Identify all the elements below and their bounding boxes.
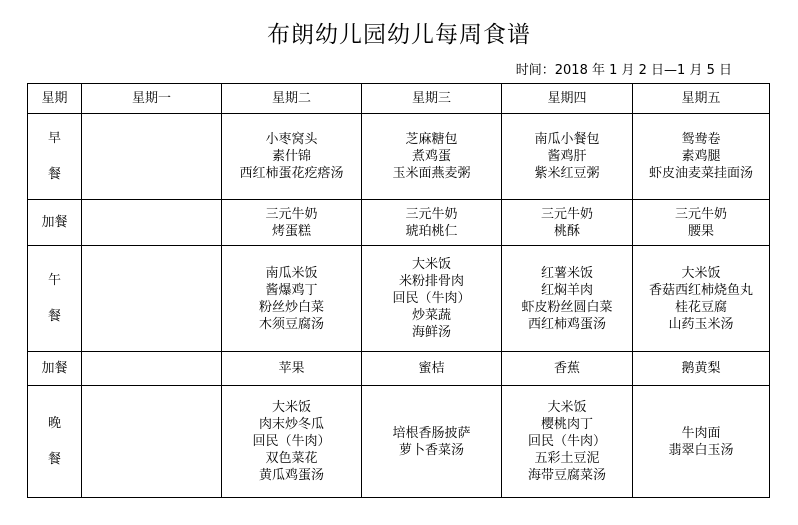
menu-cell (222, 352, 362, 386)
date-range: 时间：2018 年 1 月 2 日—1 月 5 日 (515, 63, 732, 78)
menu-item: 牛肉面 (681, 425, 721, 441)
menu-item: 酱爆鸡丁 (265, 282, 318, 298)
header-row (28, 84, 770, 114)
menu-item: 蜜桔 (418, 361, 445, 376)
menu-item: 芝麻糖包 (405, 132, 458, 147)
menu-cell (82, 246, 222, 352)
menu-item: 虾皮粉丝圆白菜 (521, 299, 613, 315)
menu-item: 翡翠白玉汤 (668, 442, 734, 458)
day-header: 星期三 (362, 84, 502, 114)
meal-label (28, 114, 82, 200)
menu-item: 酱鸡肝 (547, 149, 587, 164)
meal-label-char: 午 (47, 272, 61, 288)
menu-cell (502, 200, 633, 246)
day-header: 星期一 (82, 84, 222, 114)
menu-item: 大米饭 (271, 400, 311, 415)
menu-item: 小枣窝头 (265, 132, 318, 147)
menu-item: 桂花豆腐 (674, 299, 727, 315)
menu-item: 西红柿鸡蛋汤 (527, 316, 606, 332)
menu-cell (222, 114, 362, 200)
menu-cell (633, 386, 770, 498)
menu-table (27, 83, 770, 498)
meal-row (28, 246, 770, 352)
menu-cell (82, 200, 222, 246)
page-title: 布朗幼儿园幼儿每周食谱 (267, 22, 531, 48)
menu-item: 山药玉米汤 (668, 316, 734, 332)
menu-item: 紫米红豆粥 (534, 166, 600, 181)
menu-item: 烤蛋糕 (271, 223, 311, 239)
day-header: 星期四 (502, 84, 633, 114)
menu-item: 培根香肠披萨 (392, 425, 471, 441)
menu-item: 香菇西红柿烧鱼丸 (648, 282, 753, 298)
menu-item: 三元牛奶 (540, 206, 593, 222)
menu-item: 素鸡腿 (681, 149, 721, 164)
label-spacer (28, 290, 81, 308)
menu-item: 大米饭 (411, 257, 451, 272)
menu-cell (502, 386, 633, 498)
menu-item: 红焖羊肉 (540, 282, 593, 298)
menu-item: 鹅黄梨 (681, 361, 721, 376)
meal-label: 加餐 (28, 200, 82, 246)
menu-cell (222, 246, 362, 352)
menu-cell (362, 114, 502, 200)
menu-cell (633, 352, 770, 386)
meal-row (28, 386, 770, 498)
menu-cell (82, 352, 222, 386)
menu-item: 南瓜小餐包 (534, 132, 600, 147)
meal-label: 加餐 (28, 352, 82, 386)
menu-body (28, 114, 770, 498)
meal-label (28, 386, 82, 498)
menu-cell (362, 352, 502, 386)
menu-item: 香蕉 (553, 361, 580, 376)
menu-item: 桃酥 (553, 223, 580, 239)
menu-item: 红薯米饭 (540, 265, 593, 281)
menu-item: 五彩土豆泥 (534, 451, 600, 466)
menu-item: 海带豆腐菜汤 (527, 468, 606, 483)
menu-item: 粉丝炒白菜 (258, 299, 324, 315)
menu-item: 虾皮油麦菜挂面汤 (648, 166, 753, 181)
menu-cell (82, 386, 222, 498)
menu-item: 鸳鸯卷 (681, 132, 721, 147)
menu-item: 回民（牛肉） (527, 434, 606, 449)
meal-row (28, 352, 770, 386)
meal-label-char: 餐 (47, 308, 61, 324)
menu-item: 米粉排骨肉 (398, 274, 464, 289)
menu-cell (502, 114, 633, 200)
menu-item: 大米饭 (547, 400, 587, 415)
menu-item: 苹果 (278, 361, 305, 376)
label-spacer (28, 433, 81, 451)
menu-cell (633, 200, 770, 246)
day-header: 星期二 (222, 84, 362, 114)
menu-item: 回民（牛肉） (392, 291, 471, 306)
meal-label (28, 246, 82, 352)
meal-label-char: 晚 (47, 415, 61, 431)
menu-item: 萝卜香菜汤 (398, 442, 464, 458)
menu-item: 双色菜花 (265, 451, 318, 466)
menu-item: 回民（牛肉） (252, 434, 331, 449)
menu-item: 三元牛奶 (674, 206, 727, 222)
label-spacer (28, 148, 81, 166)
menu-cell (362, 246, 502, 352)
corner-cell: 星期 (28, 84, 82, 114)
menu-item: 肉末炒冬瓜 (258, 417, 324, 432)
menu-item: 玉米面燕麦粥 (392, 166, 471, 181)
menu-item: 南瓜米饭 (265, 265, 318, 281)
menu-cell (222, 200, 362, 246)
meal-label-char: 早 (47, 130, 61, 146)
meal-row (28, 114, 770, 200)
menu-item: 腰果 (687, 223, 714, 239)
menu-cell (222, 386, 362, 498)
menu-cell (82, 114, 222, 200)
menu-cell (362, 386, 502, 498)
menu-cell (633, 114, 770, 200)
meal-label-char: 餐 (47, 451, 61, 467)
menu-item: 西红柿蛋花疙瘩汤 (239, 166, 344, 181)
meal-row (28, 200, 770, 246)
menu-cell (502, 246, 633, 352)
menu-cell (502, 352, 633, 386)
menu-item: 炒菜蔬 (411, 308, 451, 323)
menu-item: 樱桃肉丁 (540, 417, 593, 432)
menu-item: 黄瓜鸡蛋汤 (258, 468, 324, 483)
menu-item: 木须豆腐汤 (258, 316, 324, 332)
menu-item: 大米饭 (681, 265, 721, 281)
menu-item: 素什锦 (271, 149, 311, 164)
menu-item: 煮鸡蛋 (411, 149, 451, 164)
day-header: 星期五 (633, 84, 770, 114)
menu-item: 三元牛奶 (265, 206, 318, 222)
menu-item: 海鲜汤 (411, 325, 451, 340)
menu-cell (633, 246, 770, 352)
meal-label-char: 餐 (47, 166, 61, 182)
menu-item: 三元牛奶 (405, 206, 458, 222)
menu-cell (362, 200, 502, 246)
menu-item: 琥珀桃仁 (405, 223, 458, 239)
